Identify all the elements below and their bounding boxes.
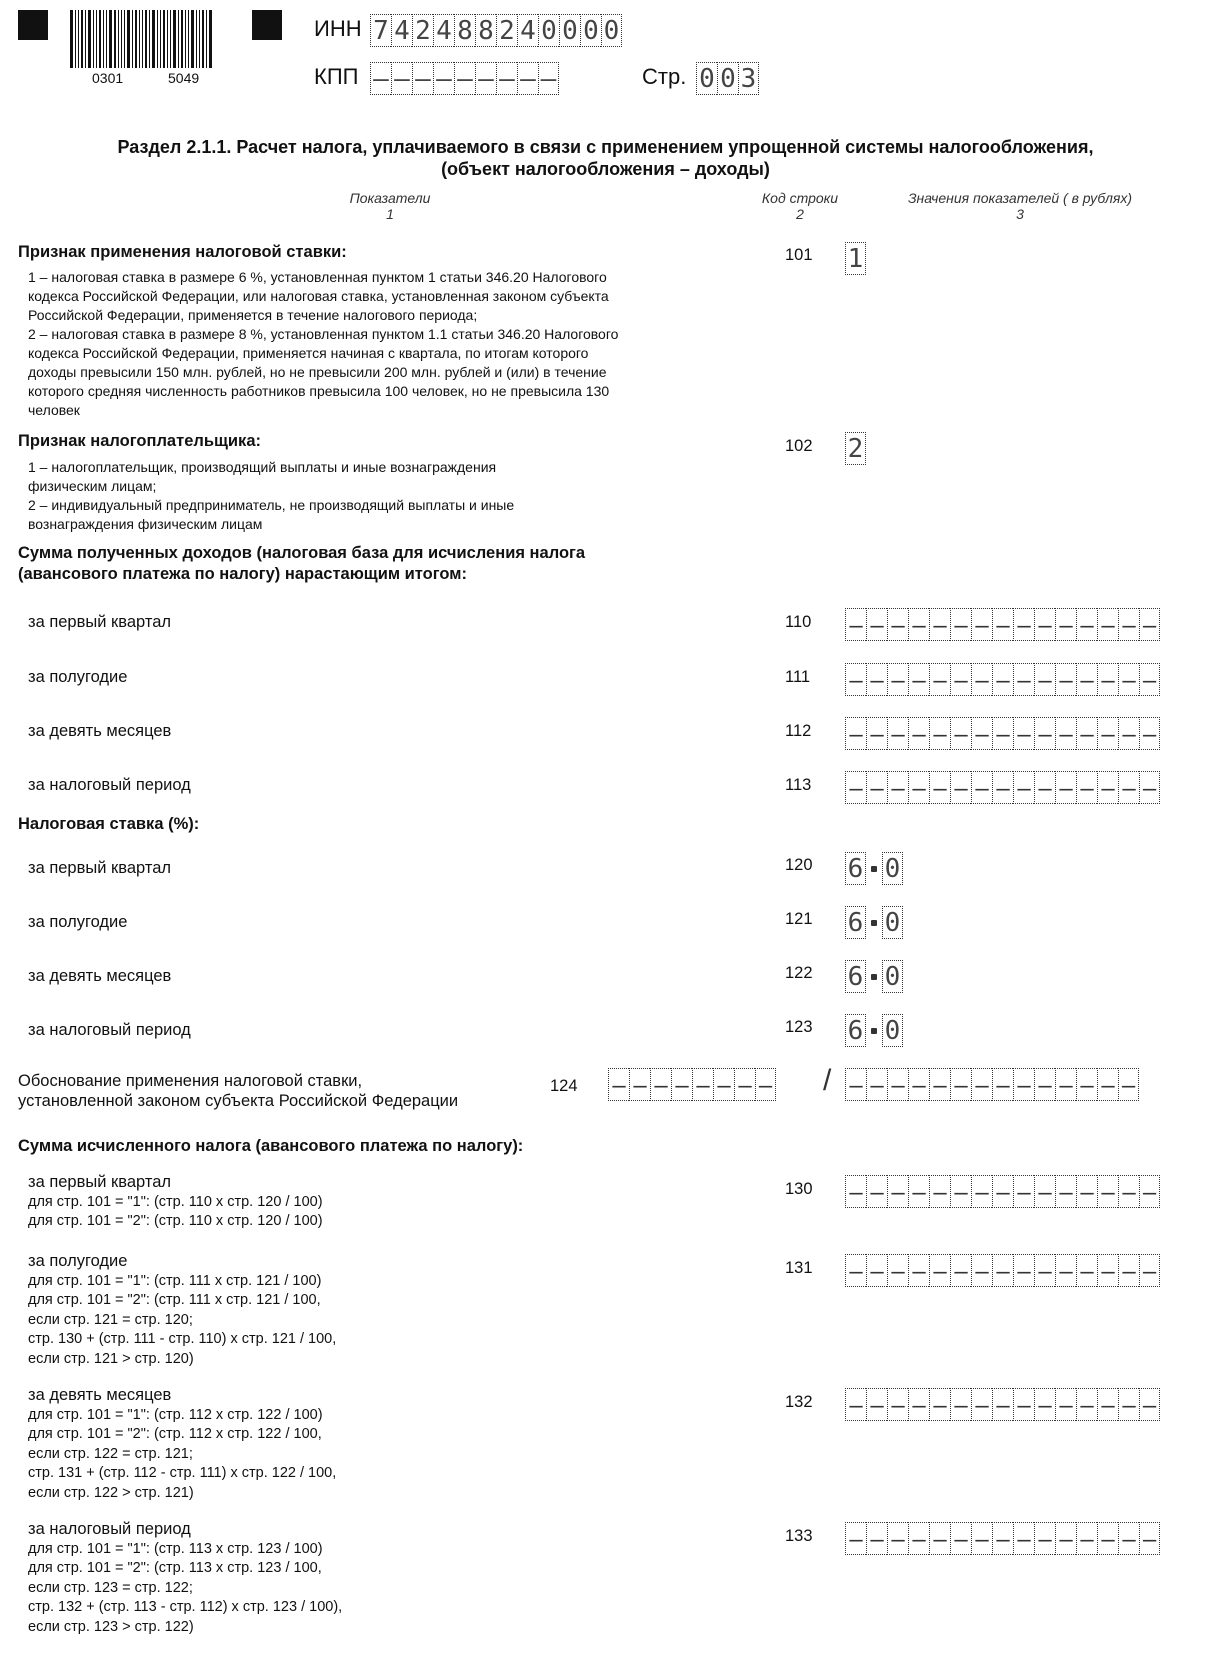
income-cell: – <box>992 663 1013 696</box>
rate-field-122[interactable] <box>845 960 903 993</box>
inn-cell: 4 <box>391 14 412 47</box>
column-header-values: Значения показателей ( в рублях) 3 <box>907 190 1133 222</box>
rate-row-label: за полугодие <box>28 913 128 931</box>
income-cell: – <box>1139 717 1160 750</box>
formula-line: если стр. 122 > стр. 121) <box>28 1484 194 1501</box>
rate-row-label: за первый квартал <box>28 859 172 877</box>
decimal-point <box>871 974 877 980</box>
income-cell: – <box>971 771 992 804</box>
tax-cell: – <box>971 1175 992 1208</box>
tax-cell: – <box>866 1522 887 1555</box>
formula-line: стр. 132 + (стр. 113 - стр. 112) х стр. 123 / 100), <box>28 1599 343 1615</box>
basis-part1-cell: – <box>671 1068 692 1101</box>
kpp-cell: – <box>412 62 433 95</box>
income-cell: – <box>1097 608 1118 641</box>
text-line: 1 – налоговая ставка в размере 6 %, установленная пунктом 1 статьи 346.20 Налогового <box>28 269 607 285</box>
basis-part2-cell: – <box>845 1068 866 1101</box>
income-cell: – <box>1055 717 1076 750</box>
tax-cell: – <box>845 1175 866 1208</box>
tax-cell: – <box>1076 1522 1097 1555</box>
kpp-cell: – <box>517 62 538 95</box>
tax-cell: – <box>950 1254 971 1287</box>
tax-cell: – <box>866 1254 887 1287</box>
income-cell: – <box>1139 663 1160 696</box>
tax-heading: Сумма исчисленного налога (авансового платежа по налогу): <box>18 1137 524 1155</box>
kpp-cell: – <box>370 62 391 95</box>
tax-cell: – <box>1076 1388 1097 1421</box>
rate-integer-cell: 6 <box>845 1014 866 1047</box>
line-code-121: 121 <box>785 910 813 928</box>
formula-line: для стр. 101 = "2": (стр. 111 х стр. 121 / 100, <box>28 1292 321 1308</box>
rate-heading: Налоговая ставка (%): <box>18 815 200 833</box>
inn-cell: 8 <box>475 14 496 47</box>
basis-part2-cell: – <box>929 1068 950 1101</box>
income-cell: – <box>845 771 866 804</box>
rate-integer-cell: 6 <box>845 906 866 939</box>
basis-part2-cell: – <box>1097 1068 1118 1101</box>
tax-row-description <box>28 1252 336 1369</box>
income-heading-line2: (авансового платежа по налогу) нарастающим итогом: <box>18 565 467 583</box>
kpp-label: КПП <box>314 64 359 89</box>
tax-field-131[interactable] <box>845 1254 1160 1287</box>
line-code-120: 120 <box>785 856 813 874</box>
tax-row-label: за полугодие <box>28 1252 128 1270</box>
income-cell: – <box>950 771 971 804</box>
section-title-line2: (объект налогообложения – доходы) <box>441 159 770 179</box>
tax-cell: – <box>908 1522 929 1555</box>
tax-cell: – <box>1139 1254 1160 1287</box>
formula-line: для стр. 101 = "2": (стр. 112 х стр. 122 / 100, <box>28 1426 322 1442</box>
income-field-112[interactable] <box>845 717 1160 750</box>
tax-cell: – <box>992 1522 1013 1555</box>
kpp-cell: – <box>391 62 412 95</box>
income-cell: – <box>1139 771 1160 804</box>
tax-cell: – <box>1013 1388 1034 1421</box>
decimal-point <box>871 866 877 872</box>
tax-cell: – <box>1118 1254 1139 1287</box>
income-cell: – <box>866 663 887 696</box>
payer-sign-field[interactable]: 2 <box>845 432 866 465</box>
line-code-124: 124 <box>550 1077 578 1095</box>
tax-cell: – <box>1139 1388 1160 1421</box>
income-cell: – <box>1076 771 1097 804</box>
tax-row-label: за девять месяцев <box>28 1386 172 1404</box>
formula-line: если стр. 123 > стр. 122) <box>28 1618 194 1635</box>
text-line: которого средняя численность работников превысила 100 человек, но не превысила 130 <box>28 383 610 399</box>
line-code-122: 122 <box>785 964 813 982</box>
income-cell: – <box>866 771 887 804</box>
inn-cell: 2 <box>412 14 433 47</box>
income-cell: – <box>992 717 1013 750</box>
basis-label-line1: Обоснование применения налоговой ставки, <box>18 1072 363 1090</box>
inn-cell: 0 <box>601 14 622 47</box>
inn-cell: 8 <box>454 14 475 47</box>
income-cell: – <box>1034 663 1055 696</box>
income-cell: – <box>929 717 950 750</box>
income-cell: – <box>1055 608 1076 641</box>
rate-sign-heading: Признак применения налоговой ставки: <box>18 243 347 261</box>
rate-fraction-cell: 0 <box>882 960 903 993</box>
income-cell: – <box>929 608 950 641</box>
basis-label-line2: установленной законом субъекта Российской Федерации <box>18 1092 459 1110</box>
tax-cell: – <box>1076 1175 1097 1208</box>
rate-sign-item1 <box>28 268 609 325</box>
income-cell: – <box>887 717 908 750</box>
income-cell: – <box>1118 771 1139 804</box>
tax-cell: – <box>1034 1254 1055 1287</box>
basis-part2-cell: – <box>887 1068 908 1101</box>
tax-row-description <box>28 1173 323 1232</box>
tax-cell: – <box>1055 1175 1076 1208</box>
rate-sign-field[interactable]: 1 <box>845 242 866 275</box>
formula-line: если стр. 121 = стр. 120; <box>28 1311 193 1328</box>
basis-part2-cell: – <box>1055 1068 1076 1101</box>
line-code-130: 130 <box>785 1180 813 1198</box>
page-number-cell: 3 <box>738 62 759 95</box>
tax-cell: – <box>1118 1175 1139 1208</box>
income-row-label: за полугодие <box>28 668 128 686</box>
line-code-123: 123 <box>785 1018 813 1036</box>
tax-field-133[interactable] <box>845 1522 1160 1555</box>
line-code-131: 131 <box>785 1259 813 1277</box>
income-cell: – <box>1076 663 1097 696</box>
basis-part1-cell: – <box>629 1068 650 1101</box>
income-cell: – <box>866 608 887 641</box>
payer-sign-item2 <box>28 496 514 534</box>
income-cell: – <box>908 608 929 641</box>
income-row-label: за первый квартал <box>28 613 172 631</box>
kpp-cell: – <box>538 62 559 95</box>
rate-row-label: за налоговый период <box>28 1021 191 1039</box>
tax-cell: – <box>992 1254 1013 1287</box>
tax-cell: – <box>887 1522 908 1555</box>
income-cell: – <box>1076 608 1097 641</box>
inn-cell: 2 <box>496 14 517 47</box>
tax-cell: – <box>1055 1522 1076 1555</box>
income-cell: – <box>1118 663 1139 696</box>
text-line: 1 – налогоплательщик, производящий выплаты и иные вознаграждения <box>28 459 497 475</box>
income-cell: – <box>1013 717 1034 750</box>
tax-cell: – <box>1097 1175 1118 1208</box>
income-cell: – <box>1013 663 1034 696</box>
basis-part1-cell: – <box>650 1068 671 1101</box>
tax-cell: – <box>866 1388 887 1421</box>
tax-field-130[interactable] <box>845 1175 1160 1208</box>
tax-cell: – <box>929 1522 950 1555</box>
tax-cell: – <box>887 1175 908 1208</box>
page-number-field[interactable] <box>696 62 759 95</box>
column-header-code: Код строки 2 <box>761 190 839 222</box>
column-header-indicators: Показатели 1 <box>349 190 431 222</box>
line-code-102: 102 <box>785 437 813 455</box>
tax-cell: – <box>845 1522 866 1555</box>
text-line: кодекса Российской Федерации, или налоговая ставка, установленная законом субъекта <box>28 288 609 304</box>
income-cell: – <box>1013 608 1034 641</box>
tax-cell: – <box>866 1175 887 1208</box>
rate-field-121[interactable] <box>845 906 903 939</box>
income-heading-line1: Сумма полученных доходов (налоговая база для исчисления налога <box>18 544 586 562</box>
formula-line: для стр. 101 = "2": (стр. 110 х стр. 120 / 100) <box>28 1213 323 1229</box>
tax-cell: – <box>845 1388 866 1421</box>
income-cell: – <box>1034 717 1055 750</box>
tax-cell: – <box>929 1254 950 1287</box>
inn-cell: 0 <box>559 14 580 47</box>
income-cell: – <box>1118 608 1139 641</box>
income-cell: – <box>908 717 929 750</box>
basis-part1-cell: – <box>755 1068 776 1101</box>
income-cell: – <box>1034 771 1055 804</box>
tax-field-132[interactable] <box>845 1388 1160 1421</box>
inn-cell: 4 <box>517 14 538 47</box>
tax-cell: – <box>1097 1254 1118 1287</box>
tax-cell: – <box>1034 1388 1055 1421</box>
tax-cell: – <box>992 1175 1013 1208</box>
payer-sign-heading: Признак налогоплательщика: <box>18 432 261 450</box>
text-line: человек <box>28 402 80 418</box>
tax-cell: – <box>971 1522 992 1555</box>
rate-fraction-cell: 0 <box>882 852 903 885</box>
tax-cell: – <box>908 1388 929 1421</box>
income-cell: – <box>992 771 1013 804</box>
rate-field-120[interactable] <box>845 852 903 885</box>
income-cell: – <box>887 663 908 696</box>
income-cell: – <box>866 717 887 750</box>
decimal-point <box>871 920 877 926</box>
line-code-111: 111 <box>785 668 811 686</box>
kpp-cell: – <box>475 62 496 95</box>
inn-cell: 7 <box>370 14 391 47</box>
tax-cell: – <box>845 1254 866 1287</box>
tax-cell: – <box>950 1522 971 1555</box>
line-code-113: 113 <box>785 776 812 794</box>
page-label: Стр. <box>642 64 687 89</box>
income-cell: – <box>971 663 992 696</box>
payer-sign-item1 <box>28 458 496 496</box>
income-cell: – <box>950 717 971 750</box>
basis-part2-cell: – <box>1076 1068 1097 1101</box>
income-cell: – <box>1097 663 1118 696</box>
income-cell: – <box>908 663 929 696</box>
inn-cell: 0 <box>538 14 559 47</box>
section-title <box>0 136 1211 180</box>
corner-marker-left <box>18 10 48 40</box>
formula-line: для стр. 101 = "2": (стр. 113 х стр. 123 / 100, <box>28 1560 322 1576</box>
income-cell: – <box>1034 608 1055 641</box>
income-cell: – <box>887 608 908 641</box>
basis-part2-cell: – <box>950 1068 971 1101</box>
income-cell: – <box>1097 717 1118 750</box>
income-cell: – <box>929 663 950 696</box>
income-cell: – <box>971 608 992 641</box>
text-line: доходы превысили 150 млн. рублей, но не превысили 200 млн. рублей и (или) в течение <box>28 364 607 380</box>
tax-cell: – <box>1118 1522 1139 1555</box>
rate-integer-cell: 6 <box>845 960 866 993</box>
basis-field-part1[interactable] <box>608 1068 776 1101</box>
kpp-cell: – <box>433 62 454 95</box>
basis-part2-cell: – <box>1034 1068 1055 1101</box>
tax-cell: – <box>1013 1175 1034 1208</box>
line-code-112: 112 <box>785 722 812 740</box>
basis-part1-cell: – <box>608 1068 629 1101</box>
income-cell: – <box>971 717 992 750</box>
decimal-point <box>871 1028 877 1034</box>
income-cell: – <box>1097 771 1118 804</box>
tax-cell: – <box>1034 1522 1055 1555</box>
income-cell: – <box>1013 771 1034 804</box>
income-field-111[interactable] <box>845 663 1160 696</box>
tax-cell: – <box>1139 1522 1160 1555</box>
formula-line: для стр. 101 = "1": (стр. 111 х стр. 121 / 100) <box>28 1272 322 1289</box>
tax-cell: – <box>1076 1254 1097 1287</box>
income-row-label: за налоговый период <box>28 776 191 794</box>
formula-line: если стр. 123 = стр. 122; <box>28 1579 193 1596</box>
rate-sign-item2 <box>28 325 618 420</box>
corner-marker-right <box>252 10 282 40</box>
tax-cell: – <box>908 1175 929 1208</box>
formula-line: если стр. 122 = стр. 121; <box>28 1445 193 1462</box>
formula-line: стр. 130 + (стр. 111 - стр. 110) х стр. 121 / 100, <box>28 1331 337 1347</box>
income-cell: – <box>845 608 866 641</box>
income-cell: – <box>845 663 866 696</box>
text-line: 2 – индивидуальный предприниматель, не производящий выплаты и иные <box>28 497 515 513</box>
kpp-cell: – <box>454 62 475 95</box>
tax-cell: – <box>1055 1388 1076 1421</box>
line-code-101: 101 <box>785 246 813 264</box>
barcode-number-left: 0301 <box>92 70 124 86</box>
text-line: вознаграждения физическим лицам <box>28 516 263 532</box>
tax-cell: – <box>1013 1522 1034 1555</box>
tax-cell: – <box>1034 1175 1055 1208</box>
text-line: 2 – налоговая ставка в размере 8 %, установленная пунктом 1.1 статьи 346.20 Налогового <box>28 326 619 342</box>
page-number-cell: 0 <box>717 62 738 95</box>
income-cell: – <box>992 608 1013 641</box>
tax-row-description <box>28 1520 342 1637</box>
tax-cell: – <box>1139 1175 1160 1208</box>
tax-cell: – <box>950 1388 971 1421</box>
basis-part2-cell: – <box>992 1068 1013 1101</box>
tax-cell: – <box>971 1388 992 1421</box>
income-row-label: за девять месяцев <box>28 722 172 740</box>
formula-line: для стр. 101 = "1": (стр. 113 х стр. 123 / 100) <box>28 1540 323 1557</box>
basis-part2-cell: – <box>971 1068 992 1101</box>
tax-cell: – <box>929 1175 950 1208</box>
formula-line: для стр. 101 = "1": (стр. 110 х стр. 120 / 100) <box>28 1193 323 1210</box>
page-number-cell: 0 <box>696 62 717 95</box>
tax-cell: – <box>971 1254 992 1287</box>
rate-row-label: за девять месяцев <box>28 967 172 985</box>
tax-row-description <box>28 1386 336 1503</box>
tax-cell: – <box>887 1388 908 1421</box>
tax-cell: – <box>1013 1254 1034 1287</box>
line-code-132: 132 <box>785 1393 813 1411</box>
basis-part1-cell: – <box>713 1068 734 1101</box>
kpp-field[interactable] <box>370 62 559 95</box>
tax-cell: – <box>1097 1522 1118 1555</box>
tax-row-label: за налоговый период <box>28 1520 191 1538</box>
inn-label: ИНН <box>314 16 362 41</box>
text-line: Российской Федерации, применяется в течение налогового периода; <box>28 307 478 323</box>
basis-part2-cell: – <box>908 1068 929 1101</box>
income-cell: – <box>1055 663 1076 696</box>
basis-field-part2[interactable] <box>845 1068 1139 1101</box>
formula-line: стр. 131 + (стр. 112 - стр. 111) х стр. 122 / 100, <box>28 1465 337 1481</box>
barcode <box>70 10 230 68</box>
basis-part1-cell: – <box>692 1068 713 1101</box>
tax-cell: – <box>992 1388 1013 1421</box>
section-title-line1: Раздел 2.1.1. Расчет налога, уплачиваемого в связи с применением упрощенной системы налогообложения, <box>117 137 1094 157</box>
tax-cell: – <box>908 1254 929 1287</box>
tax-cell: – <box>1118 1388 1139 1421</box>
income-cell: – <box>845 717 866 750</box>
tax-cell: – <box>1097 1388 1118 1421</box>
income-cell: – <box>908 771 929 804</box>
income-field-110[interactable] <box>845 608 1160 641</box>
income-cell: – <box>929 771 950 804</box>
tax-cell: – <box>950 1175 971 1208</box>
income-cell: – <box>950 663 971 696</box>
inn-field[interactable] <box>370 14 622 47</box>
barcode-number-right: 5049 <box>168 70 200 86</box>
basis-part2-cell: – <box>1013 1068 1034 1101</box>
rate-fraction-cell: 0 <box>882 1014 903 1047</box>
rate-fraction-cell: 0 <box>882 906 903 939</box>
income-cell: – <box>1055 771 1076 804</box>
income-cell: – <box>887 771 908 804</box>
tax-cell: – <box>1055 1254 1076 1287</box>
text-line: физическим лицам; <box>28 478 157 494</box>
text-line: кодекса Российской Федерации, применяется начиная с квартала, по итогам которого <box>28 345 589 361</box>
income-field-113[interactable] <box>845 771 1160 804</box>
formula-line: для стр. 101 = "1": (стр. 112 х стр. 122 / 100) <box>28 1406 323 1423</box>
basis-part1-cell: – <box>734 1068 755 1101</box>
basis-part2-cell: – <box>866 1068 887 1101</box>
tax-cell: – <box>929 1388 950 1421</box>
income-cell: – <box>1118 717 1139 750</box>
line-code-110: 110 <box>785 613 812 631</box>
rate-integer-cell: 6 <box>845 852 866 885</box>
basis-part2-cell: – <box>1118 1068 1139 1101</box>
rate-field-123[interactable] <box>845 1014 903 1047</box>
formula-line: если стр. 121 > стр. 120) <box>28 1350 194 1367</box>
income-cell: – <box>950 608 971 641</box>
tax-cell: – <box>887 1254 908 1287</box>
kpp-cell: – <box>496 62 517 95</box>
inn-cell: 0 <box>580 14 601 47</box>
basis-slash: / <box>823 1064 832 1097</box>
inn-cell: 4 <box>433 14 454 47</box>
line-code-133: 133 <box>785 1527 813 1545</box>
income-cell: – <box>1076 717 1097 750</box>
income-cell: – <box>1139 608 1160 641</box>
tax-row-label: за первый квартал <box>28 1173 172 1191</box>
